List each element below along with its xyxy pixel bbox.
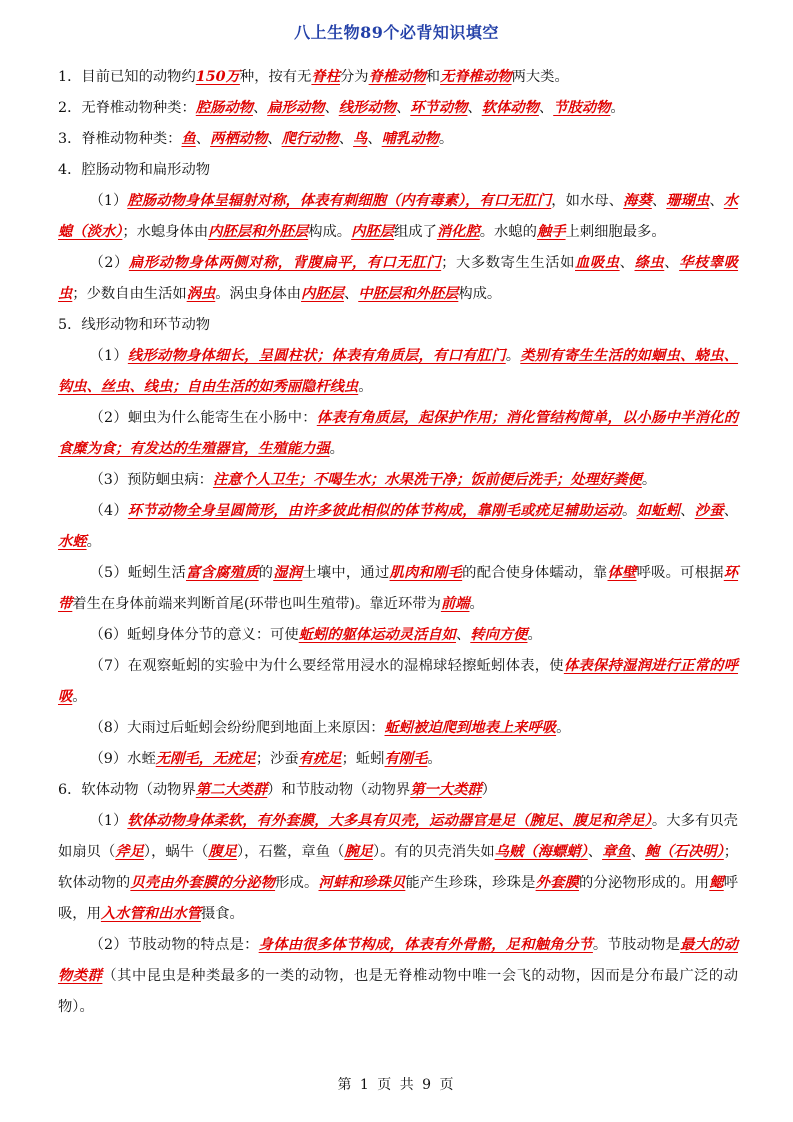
- question-text: 。节肢动物是: [592, 937, 681, 953]
- answer-text: 斧足: [115, 844, 144, 860]
- question-text: （8）大雨过后蚯蚓会纷纷爬到地面上来原因：: [89, 720, 385, 736]
- paragraph: [58, 93, 738, 124]
- question-text: ；蚯蚓: [341, 751, 385, 767]
- question-text: 种，按有无: [239, 69, 312, 85]
- paragraph: [58, 620, 738, 651]
- question-text: 、: [252, 100, 268, 116]
- question-text: 、: [343, 286, 359, 302]
- question-text: ）。有的贝壳消失如: [372, 844, 495, 860]
- question-text: （2）节肢动物的特点是：: [89, 937, 259, 953]
- question-text: 、: [338, 131, 354, 147]
- paragraph: [58, 496, 738, 558]
- answer-text: 脊椎动物: [368, 69, 426, 85]
- question-text: （3）预防蛔虫病：: [89, 472, 213, 488]
- answer-text: 前端: [440, 596, 470, 612]
- question-text: 形成。: [275, 875, 319, 891]
- document-body: [58, 62, 738, 1023]
- paragraph: [58, 124, 738, 155]
- answer-text: 贝壳由外套膜的分泌物: [130, 875, 276, 891]
- paragraph: [58, 465, 738, 496]
- question-text: 。: [469, 596, 484, 612]
- question-text: 、: [664, 255, 680, 271]
- question-text: 两大类。: [511, 69, 569, 85]
- answer-text: 河蚌和珍珠贝: [318, 875, 406, 891]
- question-text: ；沙蚕: [255, 751, 299, 767]
- question-text: 。: [358, 379, 373, 395]
- question-text: ；软体动物的: [58, 844, 739, 891]
- answer-text: 类别有寄生生活的如蛔虫、蛲虫、钩虫、丝虫、线虫；自由生活的如秀丽隐杆线虫: [58, 348, 739, 395]
- answer-text: 150万: [195, 69, 240, 85]
- question-text: （2）蛔虫为什么能寄生在小肠中：: [89, 410, 317, 426]
- paragraph: [58, 651, 738, 713]
- question-text: ），蜗牛（: [143, 844, 209, 860]
- question-text: 3．脊椎动物种类：: [58, 131, 182, 147]
- question-text: 、: [709, 193, 724, 209]
- question-text: 4．腔肠动物和扁形动物: [58, 162, 211, 178]
- question-text: 6．软体动物（动物界: [58, 782, 196, 798]
- answer-text: 外套膜: [535, 875, 580, 891]
- question-text: 。: [427, 751, 442, 767]
- question-text: 呼吸，用: [58, 875, 739, 922]
- answer-text: 血吸虫: [575, 255, 620, 271]
- question-text: 。大多有贝壳如扇贝（: [58, 813, 738, 860]
- answer-text: 哺乳动物: [381, 131, 439, 147]
- question-text: 、: [267, 131, 282, 147]
- answer-text: 鳃: [709, 875, 724, 891]
- question-text: （1）: [89, 813, 128, 829]
- answer-text: 内胚层: [301, 286, 344, 302]
- question-text: ；少数自由生活如: [72, 286, 187, 302]
- answer-text: 消化腔: [436, 224, 480, 240]
- answer-text: 章鱼: [602, 844, 631, 860]
- question-text: 、: [680, 503, 695, 519]
- answer-text: 内胚层和外胚层: [208, 224, 309, 240]
- answer-text: 鱼: [181, 131, 196, 147]
- question-text: 、: [587, 844, 603, 860]
- answer-text: 海葵: [623, 193, 652, 209]
- question-text: 。: [641, 472, 657, 488]
- question-text: 。: [438, 131, 454, 147]
- paragraph: [58, 930, 738, 1023]
- question-text: 、: [195, 131, 211, 147]
- question-text: 。涡虫身体由: [215, 286, 302, 302]
- question-text: （1）: [89, 348, 128, 364]
- question-text: 上刺细胞最多。: [565, 224, 666, 240]
- answer-text: 触手: [536, 224, 566, 240]
- paragraph: [58, 341, 738, 403]
- question-text: ，如水母、: [551, 193, 624, 209]
- question-text: ；水螅身体由: [122, 224, 209, 240]
- question-text: （9）水蛭: [89, 751, 156, 767]
- question-text: 。水螅的: [479, 224, 537, 240]
- page-footer: 第 1 页 共 9 页: [337, 1077, 456, 1093]
- answer-text: 体表有角质层，起保护作用；消化管结构简单，以小肠中半消化的食糜为食；有发达的生殖器官，生殖能力强: [58, 410, 738, 457]
- answer-text: 内胚层: [351, 224, 394, 240]
- answer-text: 体表保持湿润进行正常的呼吸: [58, 658, 739, 705]
- question-text: 。: [621, 503, 637, 519]
- question-text: 。: [86, 534, 101, 550]
- paragraph: [58, 248, 738, 310]
- question-text: （2）: [89, 255, 129, 271]
- answer-text: 第二大类群: [195, 782, 268, 798]
- answer-text: 乌贼（海螵蛸）: [494, 844, 588, 860]
- question-text: 。: [610, 100, 625, 116]
- paragraph: [58, 62, 738, 93]
- question-text: 、: [467, 100, 482, 116]
- question-text: 、: [538, 100, 554, 116]
- question-text: （1）: [89, 193, 128, 209]
- question-text: 。: [527, 627, 542, 643]
- question-text: 、: [651, 193, 667, 209]
- question-text: （7）在观察蚯蚓的实验中为什么要经常用浸水的湿棉球轻擦蚯蚓体表，使: [89, 658, 564, 674]
- question-text: 分为: [340, 69, 369, 85]
- question-text: 。: [556, 720, 571, 736]
- question-text: 1．目前已知的动物约: [58, 69, 196, 85]
- answer-text: 扁形动物身体两侧对称，背腹扁平，有口无肛门: [128, 255, 442, 271]
- question-text: 土壤中，通过: [302, 565, 390, 581]
- answer-text: 转向方便: [470, 627, 528, 643]
- question-text: 组成了: [393, 224, 437, 240]
- question-text: 、: [619, 255, 635, 271]
- question-text: 的分泌物形成的。用: [579, 875, 710, 891]
- paragraph: [58, 403, 738, 465]
- question-text: 构成。: [458, 286, 502, 302]
- answer-text: 有疣足: [298, 751, 342, 767]
- question-text: （其中昆虫是种类最多的一类的动物，也是无脊椎动物中唯一会飞的动物，因而是分布最广泛的动物）。: [58, 968, 739, 1015]
- question-text: （5）蚯蚓生活: [89, 565, 186, 581]
- answer-text: 鸟: [353, 131, 368, 147]
- question-text: 摄食。: [200, 906, 244, 922]
- question-text: 2．无脊椎动物种类：: [58, 100, 196, 116]
- answer-text: 蚯蚓被迫爬到地表上来呼吸: [384, 720, 557, 736]
- answer-text: 爬行动物: [281, 131, 339, 147]
- answer-text: 蚯蚓的躯体运动灵活自如: [298, 627, 456, 643]
- answer-text: 腕足: [344, 844, 373, 860]
- question-text: （6）蚯蚓身体分节的意义：可使: [89, 627, 299, 643]
- paragraph: [58, 806, 738, 930]
- answer-text: 无脊椎动物: [440, 69, 512, 85]
- question-text: 。: [505, 348, 521, 364]
- paragraph: [58, 186, 738, 248]
- question-text: 的配合使身体蠕动，靠: [462, 565, 608, 581]
- answer-text: 华枝睾吸虫: [58, 255, 739, 302]
- answer-text: 软体动物: [481, 100, 539, 116]
- paragraph: [58, 310, 738, 341]
- answer-text: 环带: [58, 565, 739, 612]
- answer-text: 中胚层和外胚层: [358, 286, 459, 302]
- paragraph: [58, 713, 738, 744]
- answer-text: 无刚毛，无疣足: [155, 751, 256, 767]
- paragraph: [58, 558, 738, 620]
- answer-text: 有刚毛: [384, 751, 428, 767]
- question-text: 5．线形动物和环节动物: [58, 317, 211, 333]
- answer-text: 最大的动物类群: [58, 937, 739, 984]
- question-text: 、: [630, 844, 646, 860]
- answer-text: 体壁: [607, 565, 637, 581]
- question-text: 、: [395, 100, 411, 116]
- answer-text: 环节动物: [410, 100, 468, 116]
- question-text: ）: [481, 782, 497, 798]
- answer-text: 沙蚕: [694, 503, 724, 519]
- question-text: （4）: [89, 503, 128, 519]
- question-text: 构成。: [308, 224, 352, 240]
- answer-text: 涡虫: [186, 286, 216, 302]
- answer-text: 线形动物: [338, 100, 396, 116]
- question-text: 呼吸。可根据: [636, 565, 724, 581]
- question-text: ；大多数寄生生活如: [441, 255, 575, 271]
- paragraph: [58, 155, 738, 186]
- answer-text: 注意个人卫生；不喝生水；水果洗干净；饭前便后洗手；处理好粪便: [212, 472, 642, 488]
- question-text: 着生在身体前端来判断首尾(环带也叫生殖带)。靠近环带为: [72, 596, 441, 612]
- question-text: 、: [324, 100, 339, 116]
- answer-text: 湿润: [273, 565, 303, 581]
- question-text: 的: [258, 565, 274, 581]
- question-text: ）和节肢动物（动物界: [267, 782, 411, 798]
- answer-text: 入水管和出水管: [100, 906, 201, 922]
- answer-text: 扁形动物: [267, 100, 325, 116]
- answer-text: 节肢动物: [553, 100, 611, 116]
- answer-text: 肌肉和刚毛: [389, 565, 463, 581]
- answer-text: 水蛭: [58, 534, 87, 550]
- question-text: 、: [367, 131, 382, 147]
- answer-text: 腔肠动物身体呈辐射对称，体表有刺细胞（内有毒素），有口无肛门: [127, 193, 552, 209]
- answer-text: 身体由很多体节构成，体表有外骨骼，足和触角分节: [258, 937, 593, 953]
- answer-text: 脊柱: [311, 69, 340, 85]
- question-text: 。: [72, 689, 87, 705]
- answer-text: 两栖动物: [210, 131, 268, 147]
- answer-text: 水螅（淡水）: [58, 193, 739, 240]
- answer-text: 绦虫: [634, 255, 665, 271]
- answer-text: 腹足: [208, 844, 237, 860]
- answer-text: 第一大类群: [410, 782, 482, 798]
- paragraph: [58, 775, 738, 806]
- answer-text: 珊瑚虫: [666, 193, 710, 209]
- paragraph: [58, 744, 738, 775]
- answer-text: 如蚯蚓: [636, 503, 681, 519]
- answer-text: 软体动物身体柔软，有外套膜，大多具有贝壳，运动器官是足（腕足、腹足和斧足）: [127, 813, 652, 829]
- answer-text: 环节动物全身呈圆筒形，由许多彼此相似的体节构成，靠刚毛或疣足辅助运动: [127, 503, 622, 519]
- question-text: 和: [425, 69, 441, 85]
- answer-text: 富含腐殖质: [185, 565, 259, 581]
- question-text: 。: [329, 441, 344, 457]
- answer-text: 线形动物身体细长，呈圆柱状；体表有角质层，有口有肛门: [127, 348, 506, 364]
- question-text: 、: [723, 503, 739, 519]
- page-title: 八上生物89个必背知识填空: [294, 23, 499, 42]
- question-text: 、: [455, 627, 471, 643]
- question-text: 能产生珍珠，珍珠是: [405, 875, 536, 891]
- answer-text: 腔肠动物: [195, 100, 253, 116]
- question-text: ），石鳖，章鱼（: [236, 844, 345, 860]
- answer-text: 鲍（石决明）: [645, 844, 724, 860]
